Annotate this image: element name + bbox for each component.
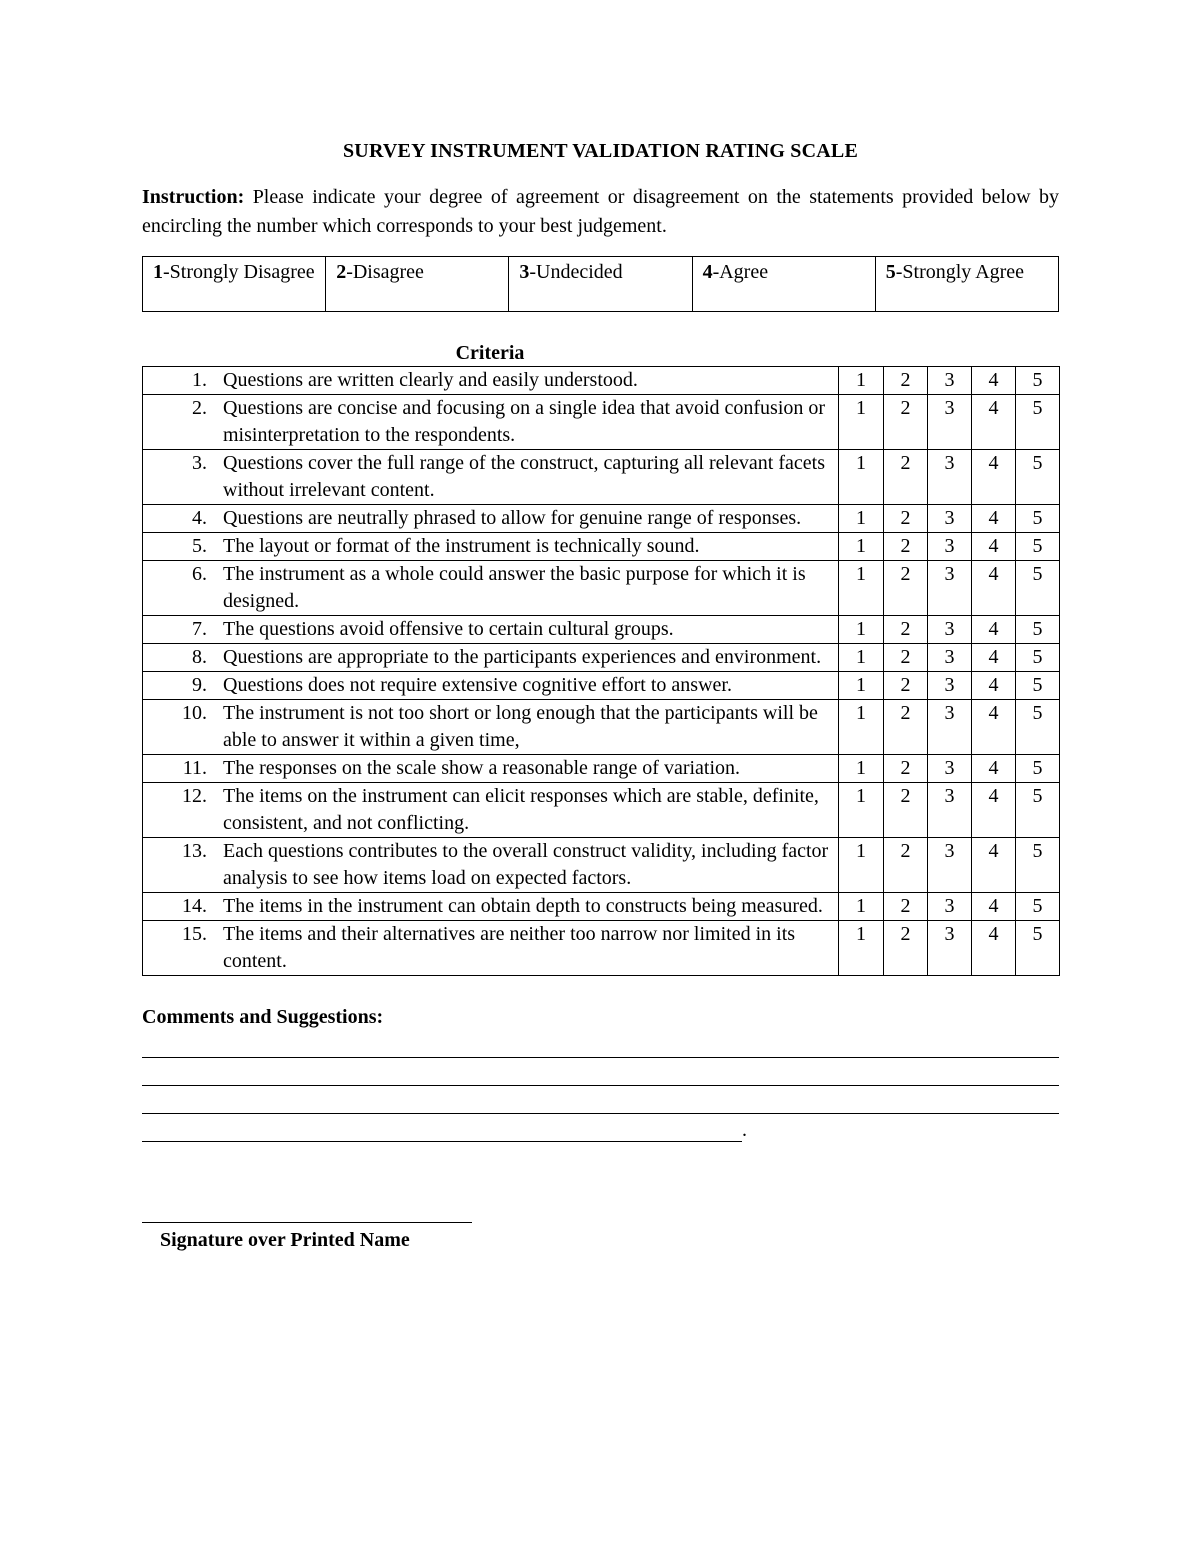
criterion-cell xyxy=(143,450,839,505)
rating-option[interactable]: 5 xyxy=(1016,700,1060,755)
criterion-text: The responses on the scale show a reasonable range of variation. xyxy=(223,757,741,779)
rating-option[interactable]: 2 xyxy=(884,838,928,893)
criterion-number: 7. xyxy=(192,618,207,640)
criterion-number: 6. xyxy=(192,563,207,585)
rating-option[interactable]: 3 xyxy=(928,644,972,672)
criterion-text: The items on the instrument can elicit responses which are stable, definite, consistent, and not conflicting. xyxy=(223,785,819,834)
criteria-row xyxy=(143,893,1060,921)
rating-option[interactable]: 1 xyxy=(839,644,884,672)
criterion-cell xyxy=(143,838,839,893)
criteria-row xyxy=(143,367,1060,395)
rating-option[interactable]: 5 xyxy=(1016,450,1060,505)
rating-option[interactable]: 2 xyxy=(884,921,928,976)
criterion-cell xyxy=(143,755,839,783)
rating-option[interactable]: 1 xyxy=(839,755,884,783)
criterion-number: 11. xyxy=(182,757,207,779)
rating-option[interactable]: 5 xyxy=(1016,783,1060,838)
scale-item-5 xyxy=(875,257,1058,312)
criteria-row xyxy=(143,450,1060,505)
rating-option[interactable]: 2 xyxy=(884,505,928,533)
instruction-text: Please indicate your degree of agreement or disagreement on the statements provided below by encircling the number which corresponds to your best judgement. xyxy=(142,186,1059,237)
instruction-label: Instruction: xyxy=(142,186,245,208)
comment-line[interactable] xyxy=(142,1030,1059,1058)
comment-line[interactable] xyxy=(142,1114,742,1142)
rating-option[interactable]: 3 xyxy=(928,838,972,893)
criterion-text: Questions are appropriate to the participants experiences and environment. xyxy=(223,646,822,668)
rating-option[interactable]: 1 xyxy=(839,450,884,505)
criteria-row xyxy=(143,755,1060,783)
criterion-number: 5. xyxy=(192,535,207,557)
criterion-number: 10. xyxy=(182,702,207,724)
criterion-number: 13. xyxy=(182,840,207,862)
rating-option[interactable]: 3 xyxy=(928,616,972,644)
rating-option[interactable]: 1 xyxy=(839,838,884,893)
criteria-row xyxy=(143,616,1060,644)
criterion-number: 4. xyxy=(192,507,207,529)
rating-option[interactable]: 4 xyxy=(972,367,1016,395)
criteria-row xyxy=(143,395,1060,450)
scale-item-2 xyxy=(326,257,509,312)
rating-option[interactable]: 2 xyxy=(884,672,928,700)
criterion-text: The questions avoid offensive to certain cultural groups. xyxy=(223,618,674,640)
criterion-text: The instrument is not too short or long enough that the participants will be able to answer it within a given time, xyxy=(223,702,818,751)
rating-option[interactable]: 1 xyxy=(839,700,884,755)
rating-option[interactable]: 4 xyxy=(972,838,1016,893)
signature-label: Signature over Printed Name xyxy=(160,1229,410,1251)
comments-label: Comments and Suggestions: xyxy=(142,1006,384,1028)
criterion-text: The layout or format of the instrument is technically sound. xyxy=(223,535,700,557)
scale-item-3 xyxy=(509,257,692,312)
rating-option[interactable]: 2 xyxy=(884,893,928,921)
criterion-number: 15. xyxy=(182,923,207,945)
scale-label: -Agree xyxy=(712,261,769,283)
rating-option[interactable]: 3 xyxy=(928,783,972,838)
rating-option[interactable]: 4 xyxy=(972,783,1016,838)
criterion-number: 14. xyxy=(182,895,207,917)
rating-option[interactable]: 1 xyxy=(839,616,884,644)
rating-option[interactable]: 1 xyxy=(839,367,884,395)
rating-option[interactable]: 3 xyxy=(928,700,972,755)
criterion-cell xyxy=(143,616,839,644)
criterion-number: 1. xyxy=(192,369,207,391)
rating-option[interactable]: 1 xyxy=(839,395,884,450)
scale-label: -Strongly Agree xyxy=(895,261,1025,283)
rating-option[interactable]: 1 xyxy=(839,561,884,616)
scale-item-1 xyxy=(143,257,326,312)
scale-item-4 xyxy=(692,257,875,312)
rating-option[interactable]: 5 xyxy=(1016,672,1060,700)
criterion-text: The items in the instrument can obtain depth to constructs being measured. xyxy=(223,895,823,917)
criterion-text: Questions does not require extensive cognitive effort to answer. xyxy=(223,674,732,696)
scale-label: -Disagree xyxy=(346,261,424,283)
rating-option[interactable]: 1 xyxy=(839,921,884,976)
signature-line[interactable] xyxy=(142,1222,472,1223)
survey-page xyxy=(142,140,1059,1252)
comment-line[interactable] xyxy=(142,1086,1059,1114)
rating-option[interactable]: 2 xyxy=(884,700,928,755)
rating-option[interactable]: 1 xyxy=(839,505,884,533)
rating-option[interactable]: 3 xyxy=(928,367,972,395)
criteria-row xyxy=(143,561,1060,616)
rating-option[interactable]: 4 xyxy=(972,921,1016,976)
criteria-table xyxy=(142,366,1060,976)
criterion-cell xyxy=(143,367,839,395)
rating-option[interactable]: 4 xyxy=(972,644,1016,672)
criteria-row xyxy=(143,644,1060,672)
rating-option[interactable]: 4 xyxy=(972,893,1016,921)
rating-option[interactable]: 3 xyxy=(928,395,972,450)
rating-option[interactable]: 5 xyxy=(1016,644,1060,672)
rating-option[interactable]: 2 xyxy=(884,755,928,783)
criterion-text: Questions are concise and focusing on a single idea that avoid confusion or misinterpretation to the respondents. xyxy=(223,397,826,446)
criterion-text: The instrument as a whole could answer the basic purpose for which it is designed. xyxy=(223,563,806,612)
rating-option[interactable]: 2 xyxy=(884,533,928,561)
rating-option[interactable]: 4 xyxy=(972,616,1016,644)
rating-option[interactable]: 1 xyxy=(839,893,884,921)
document-title: SURVEY INSTRUMENT VALIDATION RATING SCALE xyxy=(342,140,859,162)
criterion-cell xyxy=(143,921,839,976)
criterion-cell xyxy=(143,533,839,561)
criteria-row xyxy=(143,838,1060,893)
scale-number: 4 xyxy=(702,261,713,283)
rating-option[interactable]: 3 xyxy=(928,755,972,783)
criterion-cell xyxy=(143,561,839,616)
criterion-cell xyxy=(143,672,839,700)
rating-option[interactable]: 2 xyxy=(884,367,928,395)
scale-number: 3 xyxy=(519,261,530,283)
criteria-row xyxy=(143,783,1060,838)
rating-option[interactable]: 2 xyxy=(884,644,928,672)
criterion-number: 3. xyxy=(192,452,207,474)
scale-number: 1 xyxy=(153,261,163,283)
criterion-text: Questions cover the full range of the construct, capturing all relevant facets without irrelevant content. xyxy=(223,452,825,501)
rating-option[interactable]: 1 xyxy=(839,533,884,561)
criteria-row xyxy=(143,533,1060,561)
rating-option[interactable]: 4 xyxy=(972,505,1016,533)
rating-option[interactable]: 5 xyxy=(1016,367,1060,395)
criteria-row xyxy=(143,505,1060,533)
rating-option[interactable]: 5 xyxy=(1016,561,1060,616)
scale-label: -Strongly Disagree xyxy=(163,261,315,283)
rating-option[interactable]: 4 xyxy=(972,561,1016,616)
rating-option[interactable]: 2 xyxy=(884,450,928,505)
criteria-row xyxy=(143,672,1060,700)
rating-option[interactable]: 5 xyxy=(1016,395,1060,450)
rating-option[interactable]: 4 xyxy=(972,755,1016,783)
criteria-row xyxy=(143,700,1060,755)
criterion-text: Each questions contributes to the overall construct validity, including factor analysis to see how items load on expected factors. xyxy=(223,840,829,889)
rating-option[interactable]: 5 xyxy=(1016,838,1060,893)
criterion-cell xyxy=(143,700,839,755)
scale-number: 5 xyxy=(885,261,896,283)
criterion-cell xyxy=(143,783,839,838)
scale-number: 2 xyxy=(336,261,347,283)
rating-option[interactable]: 1 xyxy=(839,672,884,700)
scale-label: -Undecided xyxy=(529,261,623,283)
rating-option[interactable]: 4 xyxy=(972,450,1016,505)
rating-option[interactable]: 3 xyxy=(928,893,972,921)
rating-option[interactable]: 3 xyxy=(928,672,972,700)
criterion-text: Questions are written clearly and easily understood. xyxy=(223,369,638,391)
criterion-cell xyxy=(143,395,839,450)
rating-option[interactable]: 2 xyxy=(884,616,928,644)
rating-option[interactable]: 3 xyxy=(928,533,972,561)
criterion-cell xyxy=(143,644,839,672)
rating-option[interactable]: 2 xyxy=(884,783,928,838)
rating-option[interactable]: 3 xyxy=(928,561,972,616)
criterion-text: Questions are neutrally phrased to allow for genuine range of responses. xyxy=(223,507,802,529)
rating-option[interactable]: 4 xyxy=(972,672,1016,700)
rating-option[interactable]: 5 xyxy=(1016,505,1060,533)
rating-option[interactable]: 4 xyxy=(972,700,1016,755)
instruction-paragraph xyxy=(142,183,1059,241)
rating-option[interactable]: 4 xyxy=(972,533,1016,561)
rating-option[interactable]: 5 xyxy=(1016,921,1060,976)
rating-option[interactable]: 5 xyxy=(1016,533,1060,561)
criterion-cell xyxy=(143,893,839,921)
criterion-cell xyxy=(143,505,839,533)
rating-option[interactable]: 3 xyxy=(928,450,972,505)
criteria-heading: Criteria xyxy=(455,342,525,364)
comment-end-period: . xyxy=(742,1119,747,1141)
rating-option[interactable]: 5 xyxy=(1016,893,1060,921)
rating-option[interactable]: 2 xyxy=(884,395,928,450)
rating-option[interactable]: 3 xyxy=(928,921,972,976)
criterion-text: The items and their alternatives are neither too narrow nor limited in its content. xyxy=(223,923,796,972)
comment-line[interactable] xyxy=(142,1058,1059,1086)
criterion-number: 8. xyxy=(192,646,207,668)
rating-scale-legend xyxy=(142,256,1059,312)
rating-option[interactable]: 1 xyxy=(839,783,884,838)
comments-lines xyxy=(142,1030,1059,1142)
criterion-number: 2. xyxy=(192,397,207,419)
rating-option[interactable]: 5 xyxy=(1016,755,1060,783)
rating-option[interactable]: 2 xyxy=(884,561,928,616)
rating-option[interactable]: 5 xyxy=(1016,616,1060,644)
rating-option[interactable]: 3 xyxy=(928,505,972,533)
criterion-number: 9. xyxy=(192,674,207,696)
rating-option[interactable]: 4 xyxy=(972,395,1016,450)
criterion-number: 12. xyxy=(182,785,207,807)
criteria-row xyxy=(143,921,1060,976)
